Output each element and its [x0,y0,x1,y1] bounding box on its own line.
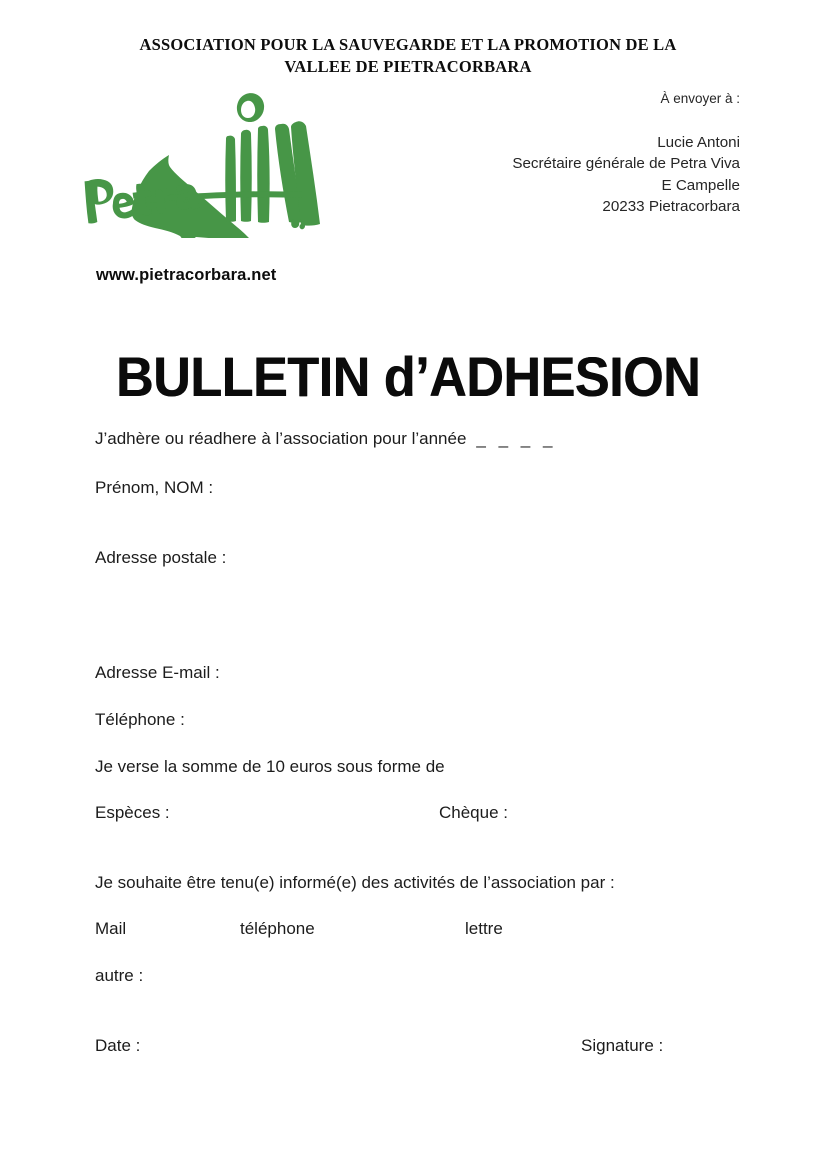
channel-option-letter[interactable]: lettre [465,919,503,938]
channel-option-telephone[interactable]: téléphone [240,919,315,938]
petra-viva-logo [78,88,333,238]
recipient-role: Secrétaire générale de Petra Viva [512,155,740,173]
full-name-label: Prénom, NOM : [95,478,214,497]
communication-consent-text: Je souhaite être tenu(e) informé(e) des activités de l’association par : [95,873,615,892]
association-header [88,34,728,78]
page-title: BULLETIN d’ADHESION [115,345,701,408]
email-address-label: Adresse E-mail : [95,663,220,682]
postal-address-label: Adresse postale : [95,548,227,567]
cash-option-label[interactable]: Espèces : [95,803,170,822]
send-to-lead: À envoyer à : [660,91,740,106]
date-label[interactable]: Date : [95,1036,141,1055]
association-header-line1: ASSOCIATION POUR LA SAUVEGARDE ET LA PROMOTION DE LA [139,35,677,54]
signature-label[interactable]: Signature : [581,1036,664,1055]
membership-year-label: J’adhère ou réadhere à l’association pour l’année [95,429,467,448]
recipient-name: Lucie Antoni [657,133,740,151]
telephone-label: Téléphone : [95,710,185,729]
recipient-street: E Campelle [661,176,740,194]
membership-year-row [95,430,556,447]
payment-amount-text: Je verse la somme de 10 euros sous forme de [95,757,445,776]
association-header-line2: VALLEE DE PIETRACORBARA [284,56,532,76]
membership-year-blank[interactable]: _ _ _ _ [476,429,557,448]
send-to-block [420,92,740,218]
recipient-city: 20233 Pietracorbara [602,198,740,216]
cheque-option-label[interactable]: Chèque : [439,803,508,822]
channel-option-mail[interactable]: Mail [95,919,127,938]
website-url[interactable]: www.pietracorbara.net [96,266,277,284]
channel-option-other-label[interactable]: autre : [95,966,144,985]
